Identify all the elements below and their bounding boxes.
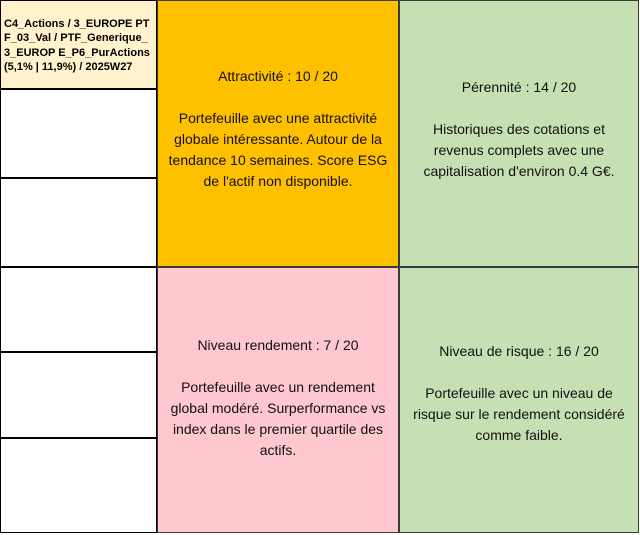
empty-cell[interactable] xyxy=(0,267,157,352)
risque-title: Niveau de risque : 16 / 20 xyxy=(439,342,599,359)
perennite-description: Historiques des cotations et revenus complets avec une capitalisation d'environ 0.4 G€. xyxy=(423,121,615,179)
risque-cell[interactable] xyxy=(399,267,639,533)
rendement-description: Portefeuille avec un rendement global modéré. Surperformance vs index dans le premier quartile des actifs. xyxy=(170,378,386,458)
attractivite-title: Attractivité : 10 / 20 xyxy=(218,67,338,84)
attractivite-cell[interactable] xyxy=(157,0,399,267)
attractivite-description: Portefeuille avec une attractivité globale intéressante. Autour de la tendance 10 semaines. Score ESG de l'actif non disponible. xyxy=(168,109,388,189)
perennite-title: Pérennité : 14 / 20 xyxy=(461,79,577,95)
empty-cell[interactable] xyxy=(0,178,157,267)
empty-cell[interactable] xyxy=(0,352,157,438)
portfolio-header-cell[interactable] xyxy=(0,0,157,89)
rendement-title: Niveau rendement : 7 / 20 xyxy=(197,336,359,353)
rendement-cell[interactable] xyxy=(157,267,399,533)
empty-cell[interactable] xyxy=(0,438,157,533)
empty-cell[interactable] xyxy=(0,89,157,178)
portfolio-header-text: C4_Actions / 3_EUROPE PTF_03_Val / PTF_Generique_3_EUROP E_P6_PurActions (5,1% | 11,9%) / 2025W27 xyxy=(4,18,150,73)
risque-description: Portefeuille avec un niveau de risque sur le rendement considéré comme faible. xyxy=(413,384,625,443)
perennite-cell[interactable] xyxy=(399,0,639,267)
